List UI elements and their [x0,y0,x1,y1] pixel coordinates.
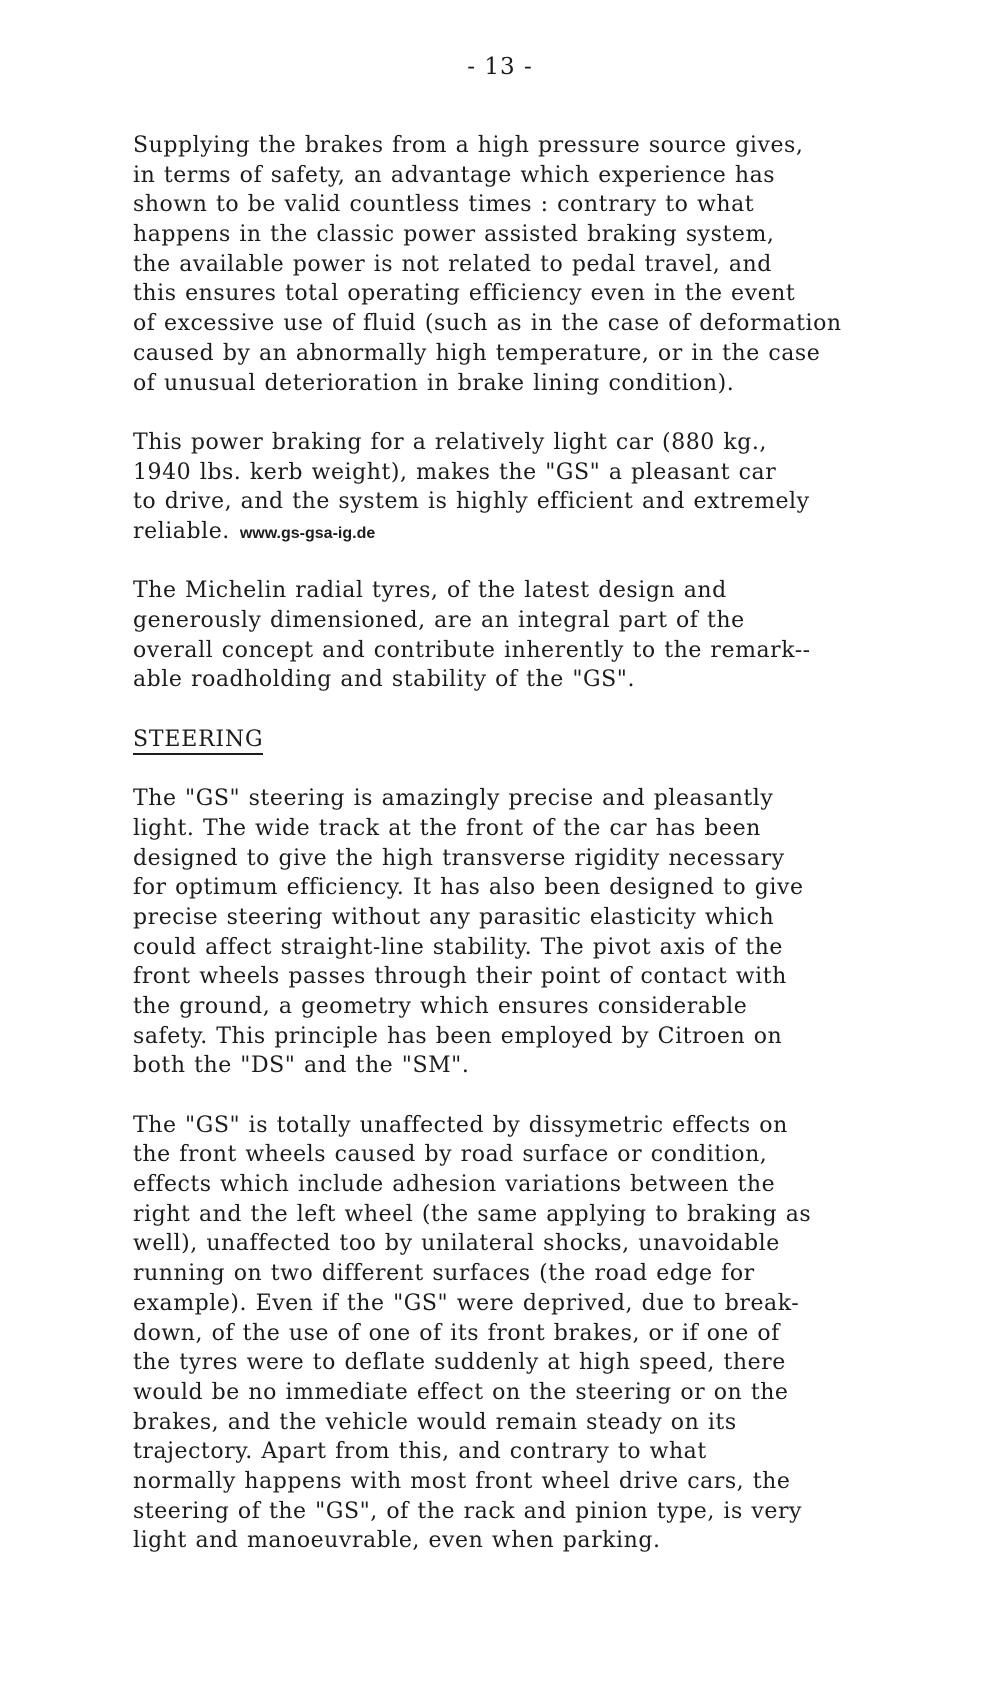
text-line: able roadholding and stability of the "GS". [133,667,636,693]
paragraph-dissymetric-effects [133,1111,933,1556]
paragraph-michelin-tyres [133,576,933,695]
paragraph-gap [133,695,933,725]
text-line: effects which include adhesion variations between the [133,1172,776,1198]
text-line: of excessive use of fluid (such as in the case of deformation [133,311,842,337]
text-line: designed to give the high transverse rigidity necessary [133,845,785,871]
text-line: normally happens with most front wheel drive cars, the [133,1468,791,1494]
text-line: precise steering without any parasitic elasticity which [133,904,775,930]
text-line: right and the left wheel (the same applying to braking as [133,1201,812,1227]
paragraph-gap [133,754,933,784]
text-line: the ground, a geometry which ensures considerable [133,993,748,1019]
text-line: light. The wide track at the front of the car has been [133,815,761,841]
section-heading-text: STEERING [133,727,263,755]
text-fragment: reliable. [133,518,230,544]
text-line: down, of the use of one of its front brakes, or if one of [133,1320,780,1346]
text-line: front wheels passes through their point of contact with [133,964,787,990]
text-line: of unusual deterioration in brake lining condition). [133,370,735,396]
text-line: The "GS" steering is amazingly precise and pleasantly [133,786,774,812]
text-line: light and manoeuvrable, even when parking. [133,1528,661,1554]
text-line: generously dimensioned, are an integral part of the [133,608,745,633]
paragraph-gap [133,547,933,577]
paragraph-gap [133,1081,933,1111]
paragraph-power-braking [133,428,933,547]
text-line: trajectory. Apart from this, and contrary to what [133,1439,707,1465]
text-line: brakes, and the vehicle would remain steady on its [133,1409,737,1435]
text-line: Supplying the brakes from a high pressure source gives, [133,133,804,158]
text-line: running on two different surfaces (the road edge for [133,1261,755,1287]
text-line: 1940 lbs. kerb weight), makes the "GS" a pleasant car [133,459,777,485]
text-line: example). Even if the "GS" were deprived, due to break- [133,1290,800,1316]
text-line: caused by an abnormally high temperature, or in the case [133,340,821,366]
paragraph-steering-precision [133,784,933,1081]
section-heading [133,725,933,755]
text-line: The Michelin radial tyres, of the latest design and [133,578,727,604]
text-line: both the "DS" and the "SM". [133,1053,470,1079]
text-line: could affect straight-line stability. The pivot axis of the [133,934,783,960]
text-line: safety. This principle has been employed by Citroen on [133,1023,783,1049]
text-line: the tyres were to deflate suddenly at high speed, there [133,1350,786,1376]
text-line: happens in the classic power assisted braking system, [133,222,775,248]
paragraph-braking-supply [133,131,933,398]
text-line: The "GS" is totally unaffected by dissymetric effects on [133,1112,788,1138]
text-line: for optimum efficiency. It has also been designed to give [133,875,804,901]
text-line: shown to be valid countless times : contrary to what [133,192,755,218]
page-number: - 13 - [467,54,533,80]
text-line: would be no immediate effect on the steering or on the [133,1379,789,1405]
text-line: This power braking for a relatively light car (880 kg., [133,429,767,455]
text-line: in terms of safety, an advantage which experience has [133,162,776,188]
text-line: the front wheels caused by road surface or condition, [133,1142,768,1168]
paragraph-gap [133,398,933,428]
watermark-link[interactable]: www.gs-gsa-ig.de [239,524,376,542]
text-line: to drive, and the system is highly efficient and extremely [133,489,810,515]
text-column [133,131,933,1556]
text-line: the available power is not related to pedal travel, and [133,251,772,277]
text-line: well), unaffected too by unilateral shocks, unavoidable [133,1231,780,1257]
text-line-with-watermark [133,517,933,547]
text-line: overall concept and contribute inherently to the remark-- [133,637,811,663]
text-line: this ensures total operating efficiency even in the event [133,281,796,307]
text-line: steering of the "GS", of the rack and pinion type, is very [133,1498,802,1524]
